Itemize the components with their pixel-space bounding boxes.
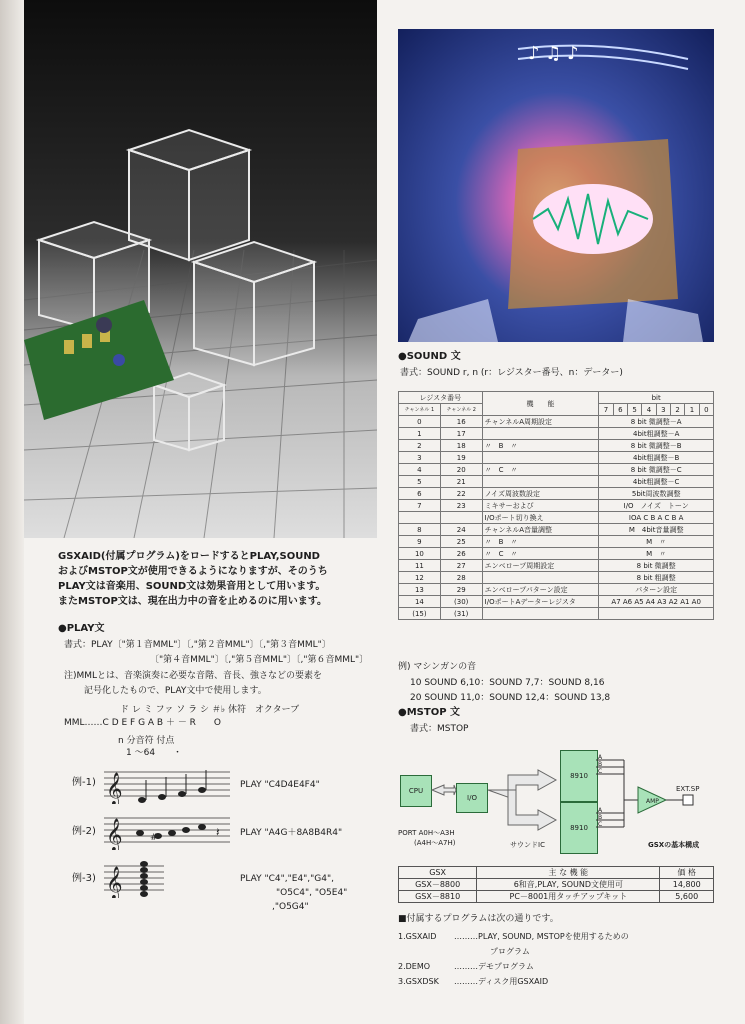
program-2-desc: ………デモプログラム bbox=[454, 962, 534, 971]
spec-function: PC－8001用タッチアップキット bbox=[477, 891, 660, 903]
chip2-a: A bbox=[598, 807, 603, 814]
reg-ch1: 4 bbox=[399, 464, 441, 476]
play-note-1: 注)MMLとは、音楽演奏に必要な音階、音長、強さなどの要素を bbox=[64, 671, 323, 681]
spec-price: 5,600 bbox=[660, 891, 714, 903]
port-label-2: (A4H～A7H) bbox=[414, 839, 456, 847]
reg-ch1: 1 bbox=[399, 428, 441, 440]
reg-bits: 4bit粗調整－B bbox=[599, 452, 714, 464]
intro-line-4: またMSTOP文は、現在出力中の音を止めるのに用います。 bbox=[58, 596, 328, 607]
program-1-name: 1.GSXAID bbox=[398, 932, 437, 941]
chip-2-block: 8910 bbox=[560, 802, 598, 854]
reg-bits: 8 bit 微調整－A bbox=[599, 416, 714, 428]
reg-function: 〃 C 〃 bbox=[482, 548, 599, 560]
reg-function: I/Oポート切り換え bbox=[482, 512, 599, 524]
reg-bits: IOA C B A C B A bbox=[599, 512, 714, 524]
reg-function: 〃 C 〃 bbox=[482, 464, 599, 476]
sound-example-2: 20 SOUND 11,0：SOUND 12,4：SOUND 13,8 bbox=[410, 693, 611, 703]
reg-function: ノイズ周波数設定 bbox=[482, 488, 599, 500]
svg-text:♪ ♫ ♪: ♪ ♫ ♪ bbox=[528, 43, 579, 64]
mml-names: ド レ ミ ファ ソ ラ シ ＃♭ 休符 オクターブ bbox=[120, 705, 300, 715]
chip1-b: B bbox=[598, 761, 603, 768]
reg-function bbox=[482, 572, 599, 584]
register-row bbox=[399, 572, 714, 584]
example-3-code-2: "O5C4", "O5E4" bbox=[276, 888, 348, 898]
reg-ch1: 9 bbox=[399, 536, 441, 548]
func-header: 機 能 bbox=[482, 392, 599, 416]
bit-col: 3 bbox=[656, 404, 670, 416]
reg-bits: 8 bit 微調整－C bbox=[599, 464, 714, 476]
program-3-name: 3.GSXDSK bbox=[398, 977, 439, 986]
ch1-header: チャンネル 1 bbox=[399, 404, 441, 416]
reg-function: エンベロープパターン設定 bbox=[482, 584, 599, 596]
reg-function: チャンネルA音量調整 bbox=[482, 524, 599, 536]
reg-bits: M 〃 bbox=[599, 536, 714, 548]
example-3-code-3: ,"O5G4" bbox=[272, 902, 309, 912]
reg-ch1: 8 bbox=[399, 524, 441, 536]
spec-table bbox=[398, 866, 714, 903]
reg-ch1: 7 bbox=[399, 500, 441, 512]
sound-heading: ●SOUND 文 bbox=[398, 351, 461, 362]
reg-bits bbox=[599, 608, 714, 620]
register-row bbox=[399, 476, 714, 488]
mml-symbols: MML……C D E F G A B ＋ － R O bbox=[64, 718, 222, 728]
programs-heading: ■付属するプログラムは次の通りです。 bbox=[398, 914, 559, 924]
play-heading: ●PLAY文 bbox=[58, 623, 105, 634]
reg-ch2: 21 bbox=[440, 476, 482, 488]
register-row bbox=[399, 524, 714, 536]
reg-bits: M 4bit音量調整 bbox=[599, 524, 714, 536]
reg-ch1: 5 bbox=[399, 476, 441, 488]
reg-bits: A7 A6 A5 A4 A3 A2 A1 A0 bbox=[599, 596, 714, 608]
spec-price: 14,800 bbox=[660, 879, 714, 891]
example-2-staff bbox=[104, 812, 230, 850]
chip-1-block: 8910 bbox=[560, 750, 598, 802]
reg-bits: 8 bit 微調整 bbox=[599, 560, 714, 572]
register-row bbox=[399, 536, 714, 548]
svg-text:#: # bbox=[150, 833, 158, 843]
reg-bits: 5bit周波数調整 bbox=[599, 488, 714, 500]
spec-header-function: 主 な 機 能 bbox=[477, 867, 660, 879]
reg-function bbox=[482, 608, 599, 620]
mml-range: 1 ～64 ・ bbox=[126, 748, 183, 758]
reg-function: チャンネルA周期設定 bbox=[482, 416, 599, 428]
register-row bbox=[399, 452, 714, 464]
bit-col: 4 bbox=[642, 404, 656, 416]
register-row bbox=[399, 548, 714, 560]
reg-header: レジスタ番号 bbox=[399, 392, 483, 404]
register-row bbox=[399, 428, 714, 440]
io-block: I/O bbox=[456, 783, 488, 813]
bit-col: 5 bbox=[628, 404, 642, 416]
bit-col: 2 bbox=[670, 404, 684, 416]
chip1-c: C bbox=[598, 768, 603, 775]
example-1-code: PLAY "C4D4E4F4" bbox=[240, 780, 320, 790]
bit-col: 7 bbox=[599, 404, 613, 416]
reg-ch1: 3 bbox=[399, 452, 441, 464]
reg-ch2: (30) bbox=[440, 596, 482, 608]
reg-ch2: 22 bbox=[440, 488, 482, 500]
program-3-desc: ………ディスク用GSXAID bbox=[454, 977, 549, 986]
reg-function: ミキサーおよび bbox=[482, 500, 599, 512]
sound-example-1: 10 SOUND 6,10：SOUND 7,7：SOUND 8,16 bbox=[410, 678, 605, 688]
reg-ch1: 12 bbox=[399, 572, 441, 584]
register-row bbox=[399, 512, 714, 524]
reg-ch2: 23 bbox=[440, 500, 482, 512]
example-2-code: PLAY "A4G＋8A8B4R4" bbox=[240, 828, 343, 838]
reg-ch2: 26 bbox=[440, 548, 482, 560]
reg-ch2: 24 bbox=[440, 524, 482, 536]
reg-ch2: 16 bbox=[440, 416, 482, 428]
bit-col: 0 bbox=[699, 404, 713, 416]
reg-ch2: 17 bbox=[440, 428, 482, 440]
play-syntax-1: 書式：PLAY〔"第１音MML"〕〔,"第２音MML"〕〔,"第３音MML"〕 bbox=[64, 640, 331, 650]
reg-function: 〃 B 〃 bbox=[482, 440, 599, 452]
reg-function: 〃 B 〃 bbox=[482, 536, 599, 548]
example-3-label: 例-3) bbox=[72, 873, 96, 884]
chip1-a: A bbox=[598, 754, 603, 761]
svg-text:𝄞: 𝄞 bbox=[106, 772, 123, 804]
reg-function bbox=[482, 476, 599, 488]
bit-col: 6 bbox=[613, 404, 627, 416]
reg-ch1: 14 bbox=[399, 596, 441, 608]
page-binding bbox=[0, 0, 24, 1024]
reg-ch1: 10 bbox=[399, 548, 441, 560]
ext-sp-label: EXT.SP bbox=[676, 785, 700, 793]
program-1-desc-2: プログラム bbox=[490, 947, 530, 956]
reg-ch2 bbox=[440, 512, 482, 524]
reg-ch1 bbox=[399, 512, 441, 524]
spec-header-price: 価 格 bbox=[660, 867, 714, 879]
chip2-c: C bbox=[598, 821, 603, 828]
reg-function: I/OポートAデーターレジスタ bbox=[482, 596, 599, 608]
sound-syntax: 書式：SOUND r, n (r：レジスター番号、n：データー) bbox=[400, 368, 623, 378]
register-table bbox=[398, 391, 714, 620]
register-row bbox=[399, 596, 714, 608]
reg-ch1: (15) bbox=[399, 608, 441, 620]
example-2-label: 例-2) bbox=[72, 826, 96, 837]
program-1-desc: ………PLAY, SOUND, MSTOPを使用するための bbox=[454, 932, 629, 941]
reg-ch2: 25 bbox=[440, 536, 482, 548]
sound-illustration bbox=[398, 29, 714, 342]
acrylic-cubes-photo bbox=[24, 0, 377, 538]
spec-model: GSX－8800 bbox=[399, 879, 477, 891]
intro-line-3: PLAY文は音楽用、SOUND文は効果音用として用います。 bbox=[58, 581, 326, 592]
reg-function bbox=[482, 452, 599, 464]
reg-ch2: 28 bbox=[440, 572, 482, 584]
svg-text:𝄞: 𝄞 bbox=[106, 866, 123, 898]
reg-bits: I/O ノイズ トーン bbox=[599, 500, 714, 512]
intro-line-1: GSXAID(付属プログラム)をロードするとPLAY,SOUND bbox=[58, 551, 320, 562]
example-1-staff bbox=[104, 766, 230, 804]
mstop-heading: ●MSTOP 文 bbox=[398, 707, 461, 718]
reg-ch2: 27 bbox=[440, 560, 482, 572]
register-row bbox=[399, 416, 714, 428]
play-syntax-2: 〔"第４音MML"〕〔,"第５音MML"〕〔,"第６音MML"〕 bbox=[150, 655, 369, 665]
reg-bits: 4bit粗調整－C bbox=[599, 476, 714, 488]
reg-ch2: 20 bbox=[440, 464, 482, 476]
reg-function: エンベロープ周期設定 bbox=[482, 560, 599, 572]
register-row bbox=[399, 608, 714, 620]
register-row bbox=[399, 500, 714, 512]
register-row bbox=[399, 464, 714, 476]
register-row bbox=[399, 560, 714, 572]
program-2-name: 2.DEMO bbox=[398, 962, 431, 971]
reg-ch1: 11 bbox=[399, 560, 441, 572]
intro-line-2: およびMSTOP文が使用できるようになりますが、そのうち bbox=[58, 566, 328, 577]
reg-bits: 8 bit 微調整－B bbox=[599, 440, 714, 452]
example-3-staff bbox=[104, 860, 164, 898]
mstop-syntax: 書式：MSTOP bbox=[410, 724, 469, 734]
spec-header-gsx: GSX bbox=[399, 867, 477, 879]
cpu-block: CPU bbox=[400, 775, 432, 807]
reg-ch1: 13 bbox=[399, 584, 441, 596]
sound-ic-label: サウンドIC bbox=[510, 841, 545, 849]
reg-bits: パターン設定 bbox=[599, 584, 714, 596]
spec-function: 6和音,PLAY, SOUND文使用可 bbox=[477, 879, 660, 891]
play-note-2: 記号化したもので、PLAY文中で使用します。 bbox=[84, 686, 267, 696]
mml-note-length: n 分音符 付点 bbox=[118, 736, 175, 746]
reg-ch1: 6 bbox=[399, 488, 441, 500]
svg-text:𝄞: 𝄞 bbox=[106, 818, 123, 850]
diagram-caption: GSXの基本構成 bbox=[648, 841, 700, 849]
reg-bits: 4bit粗調整－A bbox=[599, 428, 714, 440]
reg-bits: 8 bit 粗調整 bbox=[599, 572, 714, 584]
chip2-b: B bbox=[598, 814, 603, 821]
reg-ch2: 19 bbox=[440, 452, 482, 464]
reg-ch1: 2 bbox=[399, 440, 441, 452]
spec-model: GSX－8810 bbox=[399, 891, 477, 903]
reg-bits: M 〃 bbox=[599, 548, 714, 560]
svg-text:𝄽: 𝄽 bbox=[216, 825, 220, 839]
register-row bbox=[399, 440, 714, 452]
reg-ch2: 29 bbox=[440, 584, 482, 596]
sound-example-title: 例) マシンガンの音 bbox=[398, 662, 477, 672]
reg-function bbox=[482, 428, 599, 440]
bit-header: bit bbox=[599, 392, 714, 404]
bit-col: 1 bbox=[685, 404, 699, 416]
register-row bbox=[399, 584, 714, 596]
example-3-code: PLAY "C4","E4","G4", bbox=[240, 874, 335, 884]
register-row bbox=[399, 488, 714, 500]
amp-label: AMP bbox=[646, 798, 659, 805]
port-label: PORT A0H～A3H bbox=[398, 829, 455, 837]
reg-ch1: 0 bbox=[399, 416, 441, 428]
ch2-header: チャンネル 2 bbox=[440, 404, 482, 416]
reg-ch2: (31) bbox=[440, 608, 482, 620]
example-1-label: 例-1) bbox=[72, 777, 96, 788]
reg-ch2: 18 bbox=[440, 440, 482, 452]
